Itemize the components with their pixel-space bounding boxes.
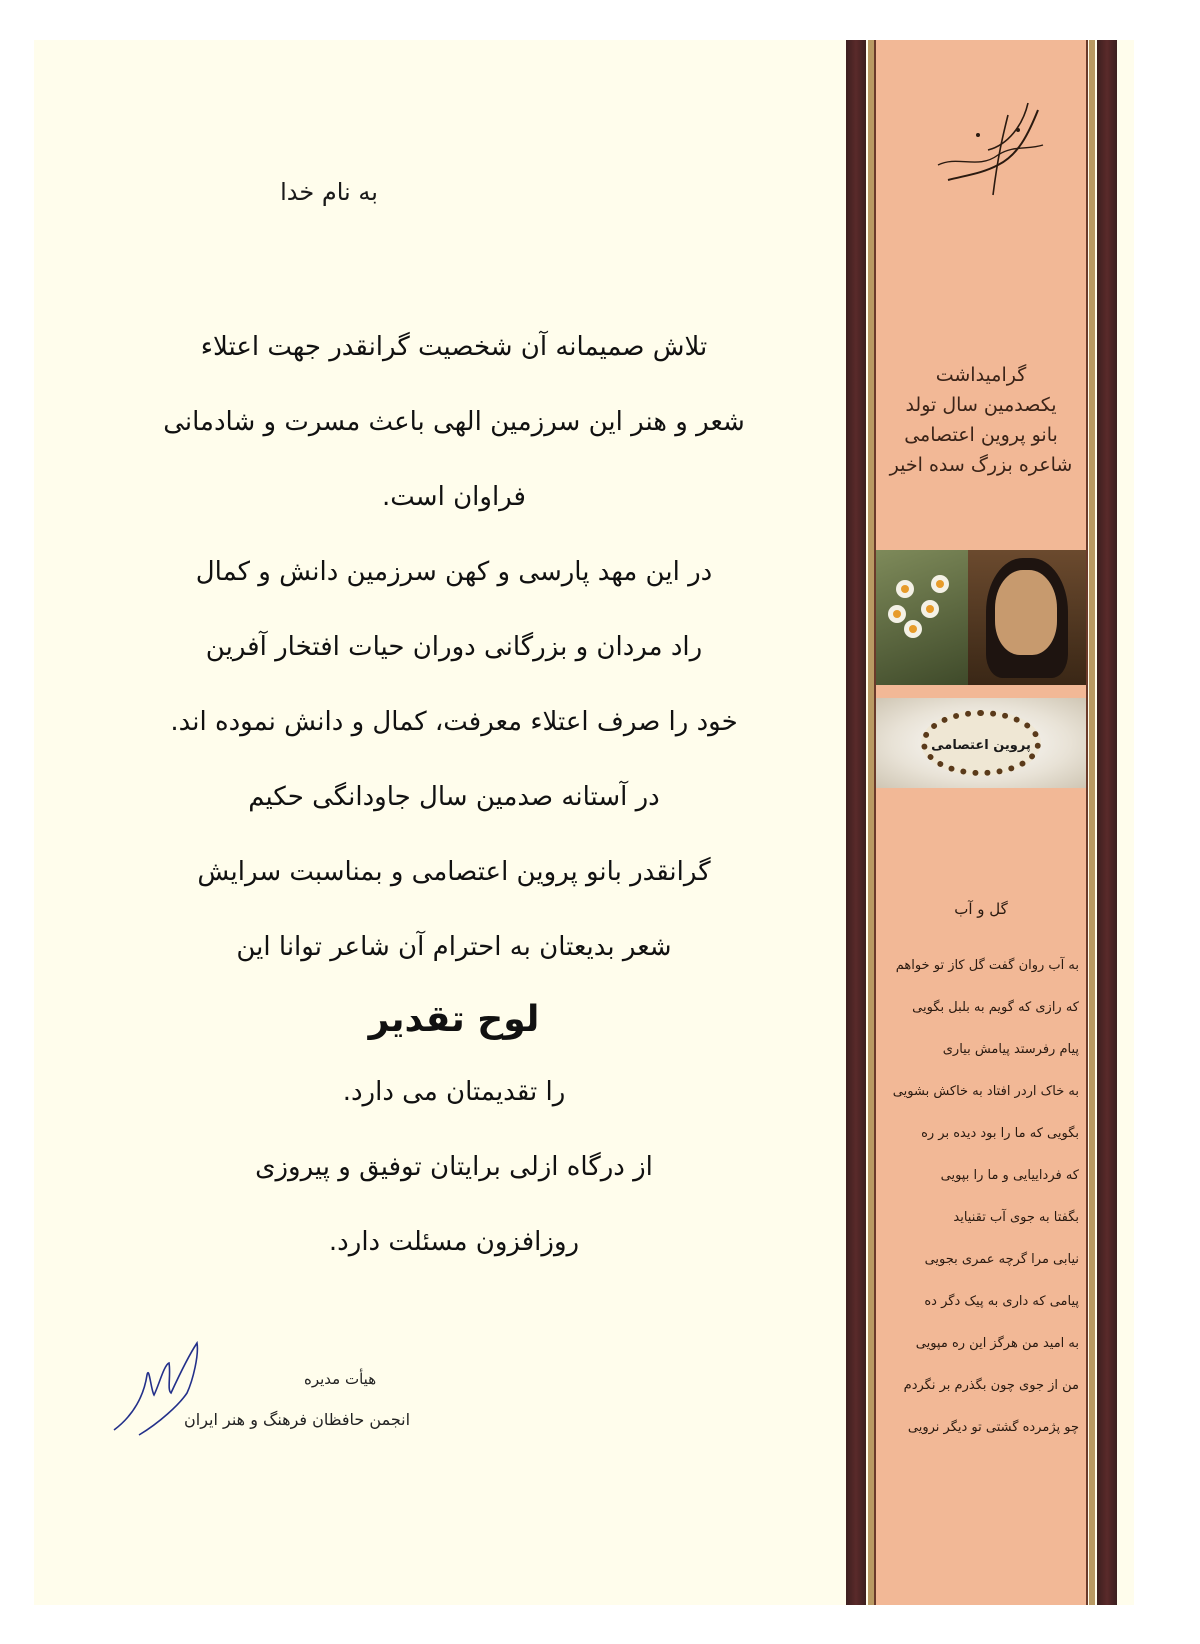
poem-verse: به امید من هرگز این ره مپویی	[915, 1336, 1079, 1351]
text-line: تلاش صمیمانه آن شخصیت گرانقدر جهت اعتلاء	[200, 332, 708, 362]
border-strip	[1097, 40, 1117, 1605]
text-line: فراوان است.	[382, 482, 526, 512]
poem-verse: به خاک اردر افتاد به خاکش بشویی	[892, 1084, 1079, 1099]
poem-verse: بگفتا به جوی آب تقنیاید	[953, 1210, 1079, 1225]
text-line: راد مردان و بزرگانی دوران حیات افتخار آفرین	[205, 632, 703, 662]
sidebar-panel	[876, 40, 1086, 1605]
poem-verses	[894, 945, 1079, 1449]
poem-verse: به آب روان گفت گل کاز تو خواهم	[895, 958, 1079, 973]
text-line: روزافزون مسئلت دارد.	[328, 1227, 580, 1257]
association-logo	[928, 95, 1053, 205]
border-strip	[1086, 40, 1088, 1605]
portrait-photo	[876, 550, 1086, 685]
certificate-sheet	[34, 40, 1134, 1605]
poem-verse: من از جوی چون بگذرم بر نگردم	[903, 1378, 1079, 1393]
text-line: در این مهد پارسی و کهن سرزمین دانش و کمال	[195, 557, 713, 587]
poet-emblem	[876, 698, 1086, 788]
signatory-title: هیأت مدیره	[304, 1370, 377, 1388]
commemoration-text	[876, 360, 1086, 480]
commemoration-line: بانو پروین اعتصامی	[904, 424, 1058, 446]
poem-verse: بگویی که ما را بود دیده بر ره	[921, 1126, 1079, 1141]
commemoration-line: شاعره بزرگ سده اخیر	[889, 454, 1073, 476]
text-line: شعر و هنر این سرزمین الهی باعث مسرت و شادمانی	[163, 407, 745, 437]
poem-title: گل و آب	[954, 900, 1008, 918]
poem-verse: نیابی مرا گرچه عمری بجویی	[924, 1252, 1079, 1267]
text-line: شعر بدیعتان به احترام آن شاعر توانا این	[236, 932, 672, 962]
poet-portrait-image	[968, 550, 1086, 685]
text-line: از درگاه ازلی برایتان توفیق و پیروزی	[255, 1152, 653, 1182]
text-line: در آستانه صدمین سال جاودانگی حکیم	[248, 782, 660, 812]
poem-verse: که فرداییایی و ما را بپویی	[940, 1168, 1079, 1183]
poem-verse: که رازی که گویم به بلبل بگویی	[912, 1000, 1079, 1015]
border-strip	[1089, 40, 1095, 1605]
certificate-heading: به نام خدا	[280, 178, 378, 206]
poem-verse: پیام رفرستد پیامش بیاری	[942, 1042, 1079, 1057]
poem-verse: چو پژمرده گشتی تو دیگر نرویی	[907, 1420, 1079, 1435]
border-strip	[846, 40, 866, 1605]
decorative-sidebar	[846, 40, 1141, 1605]
certificate-body	[34, 40, 844, 1605]
certificate-text	[129, 310, 779, 1280]
award-title: لوح تقدیر	[368, 999, 540, 1040]
commemoration-line: یکصدمین سال تولد	[905, 394, 1057, 416]
emblem-label: پروین اعتصامی	[931, 738, 1031, 753]
text-line: گرانقدر بانو پروین اعتصامی و بمناسبت سرایش	[197, 857, 711, 887]
narcissus-flowers-image	[876, 550, 968, 685]
commemoration-line: گرامیداشت	[935, 364, 1027, 386]
signature-block	[109, 1360, 449, 1490]
poem-verse: پیامی که داری به پیک دگر ده	[924, 1294, 1079, 1309]
text-line: خود را صرف اعتلاء معرفت، کمال و دانش نموده اند.	[170, 707, 738, 737]
text-line: را تقدیمتان می دارد.	[342, 1077, 566, 1107]
signatory-org: انجمن حافظان فرهنگ و هنر ایران	[184, 1410, 411, 1429]
